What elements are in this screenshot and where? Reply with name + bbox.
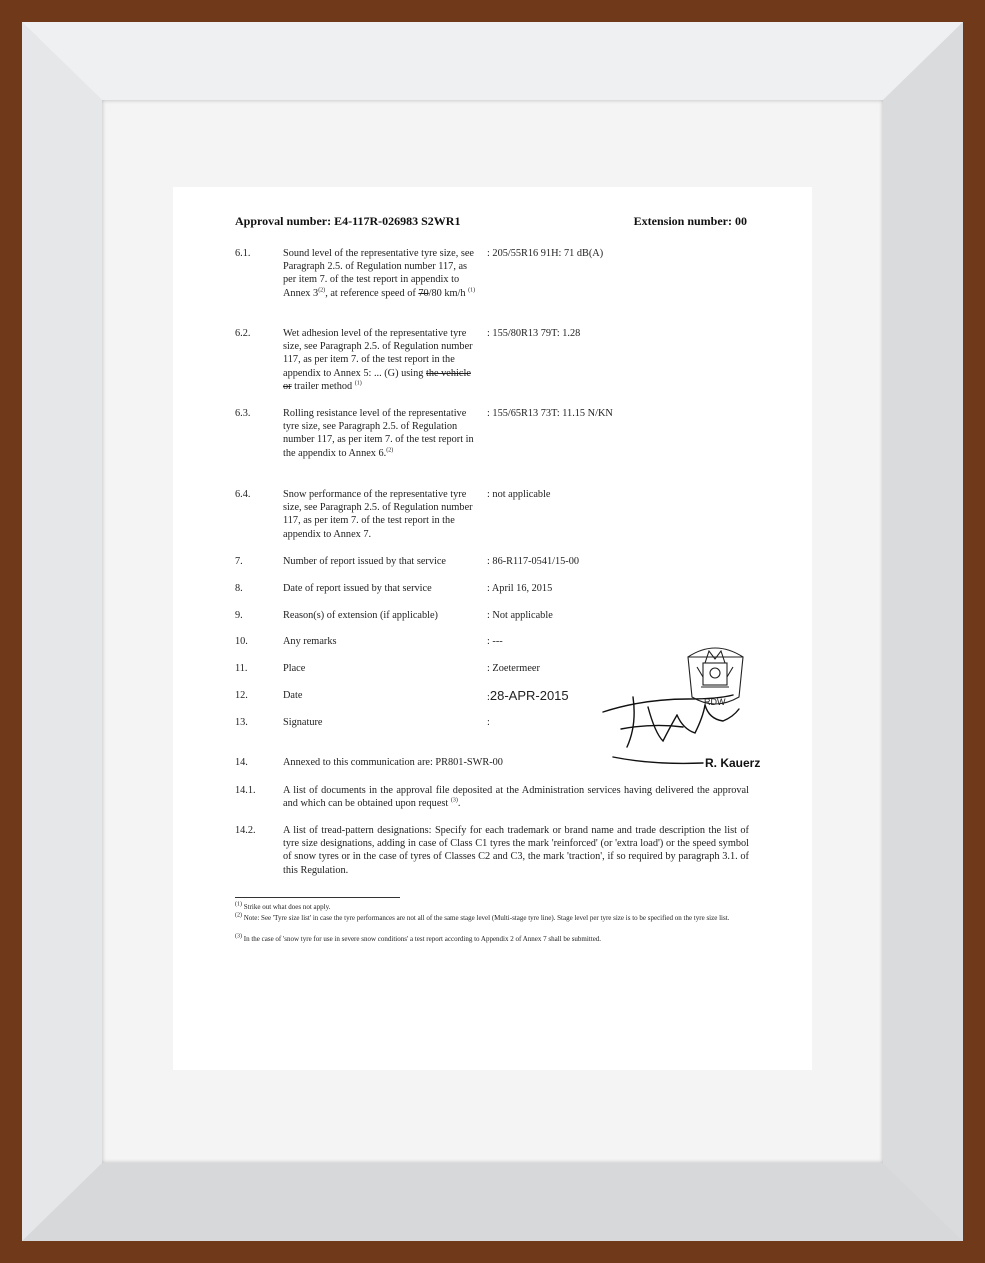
item-value: : --- [487, 636, 503, 647]
item-number: 6.3. [235, 408, 251, 419]
item-number: 9. [235, 610, 243, 621]
item-description: Wet adhesion level of the representative tyre size, see Paragraph 2.5. of Regulation number 117, as per item 7. of the test report in the appendix to Annex 5: ... (G) using the vehicle or trailer method $^{(1)}$ [283, 328, 473, 392]
footnote-3: $^{(3)}$ In the case of 'snow tyre for use in severe snow conditions' a test report according to Appendix 2 of Annex 7 shall be submitted. [235, 933, 602, 943]
footnote-ref: (3) [450, 797, 458, 804]
item-number: 10. [235, 636, 248, 647]
item-number: 11. [235, 663, 248, 674]
item-description: A list of documents in the approval file deposited at the Administration services having delivered the approval and which can be obtained upon request $^{(3)}$. [283, 785, 749, 810]
stamp-and-signature [593, 637, 773, 777]
item-number: 6.2. [235, 328, 251, 339]
footnote-ref: (1) [354, 380, 362, 387]
footnote-2: $^{(2)}$ Note: See 'Tyre size list' in case the tyre performances are not all of the same stage level (Multi-stage tyre line). Stage level per tyre size is to be specified on the tyre size list. [235, 912, 730, 922]
mat-bevel-left [22, 22, 102, 1241]
struck-text: 70 [418, 287, 429, 299]
item-number: 12. [235, 690, 248, 701]
rdw-stamp-icon [688, 648, 743, 704]
item-description: Any remarks [283, 636, 337, 647]
item-description: Snow performance of the representative tyre size, see Paragraph 2.5. of Regulation number 117, as per item 7. of the test report in the appendix to Annex 7. [283, 489, 473, 540]
item-description: Reason(s) of extension (if applicable) [283, 610, 438, 621]
item-value: :28-APR-2015 [487, 688, 569, 703]
item-value: : 155/65R13 73T: 11.15 N/KN [487, 408, 613, 419]
item-description: Date of report issued by that service [283, 583, 432, 594]
mat-bevel-bottom [22, 1163, 963, 1241]
stamp-authority: RDW [704, 697, 726, 707]
footnote-ref: (2) [318, 287, 326, 294]
item-number: 13. [235, 717, 248, 728]
document-page [173, 187, 812, 1070]
footnote-ref: (2) [386, 447, 394, 454]
item-value: : Zoetermeer [487, 663, 540, 674]
mat-bevel-right [883, 22, 963, 1241]
approval-number: Approval number: E4-117R-026983 S2WR1 [235, 214, 461, 228]
item-value: : April 16, 2015 [487, 583, 553, 594]
item-number: 6.1. [235, 248, 251, 259]
item-description: Sound level of the representative tyre size, see Paragraph 2.5. of Regulation number 117, as per item 7. of the test report in appendix to Annex 3$^{(2)}$, at reference speed of 70/80 km/h $^{(1)}$ [283, 248, 476, 299]
item-number: 14.1. [235, 785, 256, 796]
item-number: 7. [235, 556, 243, 567]
item-description: A list of tread-pattern designations: Specify for each trademark or brand name and trade description the list of tyre size designations, adding in case of Class C1 tyres the mark 'reinforced' (or 'extra load') or the speed symbol of snow tyres or in the case of tyres of Classes C2 and C3, the mark 'traction', if so required by paragraph 3.1. of this Regulation. [283, 825, 749, 876]
item-description: Rolling resistance level of the representative tyre size, see Paragraph 2.5. of Regulation number 117, as per item 7. of the test report in the appendix to Annex 6.$^{(2)}$ [283, 408, 474, 459]
item-description: Signature [283, 717, 323, 728]
document-header [235, 214, 747, 229]
item-value: : [487, 717, 490, 728]
item-value: : 205/55R16 91H: 71 dB(A) [487, 248, 604, 259]
mat-bevel-top [22, 22, 963, 100]
item-description: Annexed to this communication are: PR801-SWR-00 [283, 757, 503, 768]
footnote-1: $^{(1)}$ Strike out what does not apply. [235, 901, 331, 911]
struck-text: the vehicle or [283, 367, 471, 392]
item-description: Number of report issued by that service [283, 556, 446, 567]
footnote-divider [235, 897, 400, 898]
signer-name: R. Kauerz [705, 756, 761, 770]
item-description: Place [283, 663, 306, 674]
item-number: 6.4. [235, 489, 251, 500]
footnote-ref: (1) [468, 287, 476, 294]
item-number: 14. [235, 757, 248, 768]
item-value: : 86-R117-0541/15-00 [487, 556, 579, 567]
item-value: : Not applicable [487, 610, 553, 621]
item-number: 8. [235, 583, 243, 594]
stamped-date: 28-APR-2015 [489, 688, 569, 703]
item-value: : 155/80R13 79T: 1.28 [487, 328, 581, 339]
item-description: Date [283, 690, 303, 701]
item-number: 14.2. [235, 825, 256, 836]
item-value: : not applicable [487, 489, 551, 500]
extension-number: Extension number: 00 [633, 214, 747, 228]
